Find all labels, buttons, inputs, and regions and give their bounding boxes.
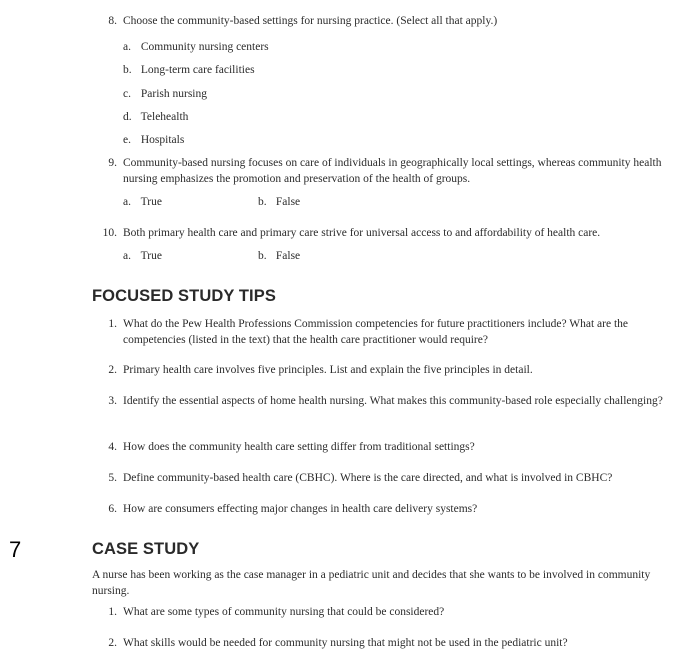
question-text: Community-based nursing focuses on care of individuals in geographically local settings, whereas community health nursing emphasizes the promotion and preservation of the health of groups. bbox=[123, 157, 662, 185]
question-8 bbox=[0, 13, 698, 29]
option-item: a. True bbox=[123, 196, 162, 208]
list-item: 1. What do the Pew Health Professions Commission competencies for future practitioners include? What are the competencies (listed in the text) that the health care practitioner would require? bbox=[108, 318, 629, 346]
list-item: 3. Identify the essential aspects of home health nursing. What makes this community-based role especially challenging? bbox=[108, 395, 663, 407]
option-item: b. False bbox=[258, 196, 301, 208]
question-number: 9. bbox=[108, 157, 117, 169]
question-number: 8. bbox=[108, 15, 117, 27]
list-item: 4. How does the community health care setting differ from traditional settings? bbox=[108, 441, 475, 453]
question-9 bbox=[0, 155, 698, 187]
option-item: b. Long-term care facilities bbox=[123, 64, 255, 76]
option-item: a. True bbox=[123, 250, 162, 262]
question-number: 10. bbox=[102, 227, 117, 239]
option-item: e. Hospitals bbox=[123, 134, 185, 146]
section-heading-case-study: CASE STUDY bbox=[92, 540, 200, 558]
list-item: 1. What are some types of community nursing that could be considered? bbox=[108, 606, 445, 618]
option-item: a. Community nursing centers bbox=[123, 41, 269, 53]
page-number: 7 bbox=[9, 537, 22, 562]
question-text: Choose the community-based settings for nursing practice. (Select all that apply.) bbox=[123, 15, 498, 27]
list-item: 2. What skills would be needed for community nursing that might not be used in the pediatric unit? bbox=[108, 637, 568, 649]
section-heading-focused-study-tips: FOCUSED STUDY TIPS bbox=[92, 287, 276, 305]
question-10 bbox=[0, 225, 698, 241]
question-text: Both primary health care and primary care strive for universal access to and affordability of health care. bbox=[123, 227, 601, 239]
case-study-intro: A nurse has been working as the case manager in a pediatric unit and decides that she wants to be involved in community nursing. bbox=[92, 569, 651, 597]
option-item: c. Parish nursing bbox=[123, 88, 207, 100]
list-item: 6. How are consumers effecting major changes in health care delivery systems? bbox=[108, 503, 478, 515]
list-item: 5. Define community-based health care (CBHC). Where is the care directed, and what is involved in CBHC? bbox=[108, 472, 613, 484]
option-item: b. False bbox=[258, 250, 301, 262]
option-item: d. Telehealth bbox=[123, 111, 189, 123]
list-item: 2. Primary health care involves five principles. List and explain the five principles in detail. bbox=[108, 364, 533, 376]
